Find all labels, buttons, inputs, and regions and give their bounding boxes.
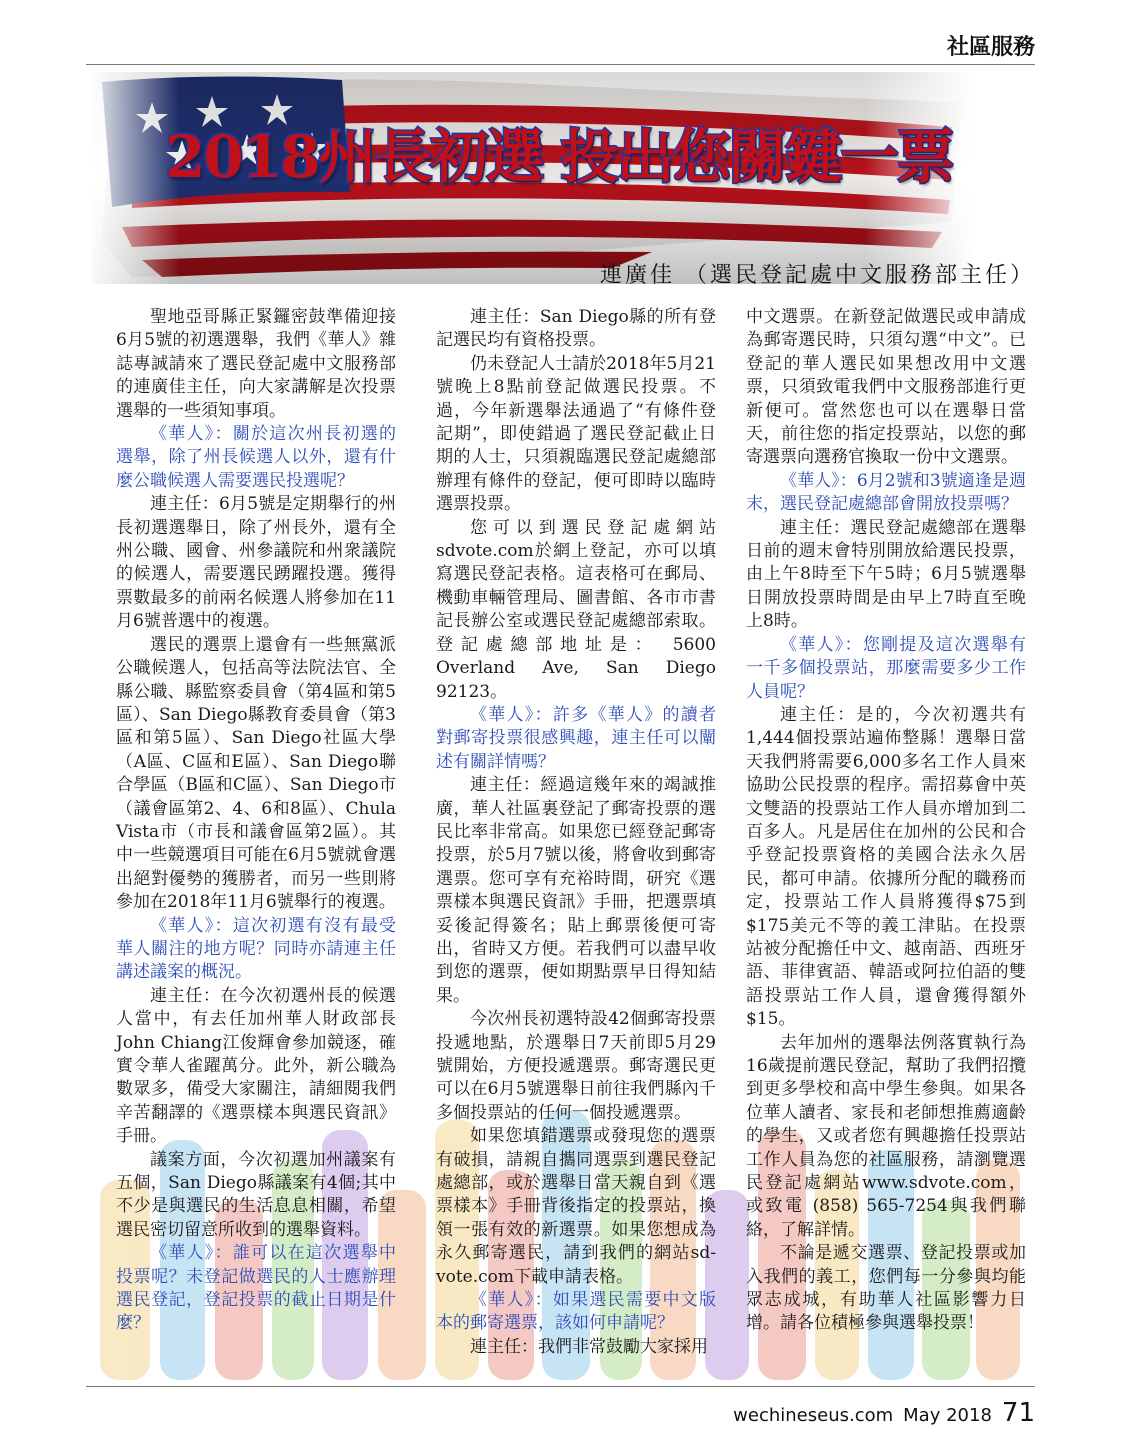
article-body xyxy=(116,306,1044,1372)
headline: 2018州長初選 投出您關鍵一票 xyxy=(165,123,953,191)
section-label: 社區服務 xyxy=(946,35,1035,60)
paragraph: 您可以到選民登記處網站sdvote.com於網上登記，亦可以填寫選民登記表格。這表格可在郵局、機動車輛管理局、圖書館、各市市書記長辦公室或選民登記處總部索取。登記處總部地址是： 5600 Overland Ave, San Diego 92123。 xyxy=(436,517,716,702)
paragraph: 中文選票。在新登記做選民或申請成為郵寄選民時，只須勾選“中文”。已登記的華人選民如果想改用中文選票，只須致電我們中文服務部進行更新便可。當然您也可以在選舉日當天，前往您的指定投票站，以您的郵寄選票向選務官換取一份中文選票。 xyxy=(746,307,1026,468)
bottom-rule xyxy=(86,1386,1035,1387)
paragraph: 聖地亞哥縣正緊鑼密鼓準備迎接6月5號的初選選舉，我們《華人》雜誌專誠請來了選民登記處中文服務部的連廣佳主任，向大家講解是次投票選舉的一些須知事項。 xyxy=(116,307,396,421)
question-paragraph: 《華人》：這次初選有沒有最受華人關注的地方呢？同時亦請連主任講述議案的概況。 xyxy=(116,915,396,983)
question-paragraph: 《華人》：您剛提及這次選舉有一千多個投票站，那麼需要多少工作人員呢？ xyxy=(746,634,1026,702)
paragraph: 連主任：6月5號是定期舉行的州長初選選舉日，除了州長外，還有全州公職、國會、州參議院和州衆議院的候選人，需要選民踴躍投選。獲得票數最多的前兩名候選人將參加在11月6號普選中的複選。 xyxy=(116,494,396,632)
paragraph: 選民的選票上還會有一些無黨派公職候選人，包括高等法院法官、全縣公職、縣監察委員會（第4區和第5區）、San Diego縣教育委員會（第3區和第5區）、San Diego社區大學（A區、C區和E區）、San Diego聯合學區（B區和C區）、San Diego市（議會區第2、4、6和8區）、Chula Vista市（市長和議會區第2區）。其中一些競選項目可能在6月5號就會選出絕對優勢的獲勝者，而另一些則將參加在2018年11月6號舉行的複選。 xyxy=(116,634,396,913)
paragraph: 連主任：選民登記處總部在選舉日前的週末會特別開放給選民投票，由上午8時至下午5時；6月5號選舉日開放投票時間是由早上7時直至晚上8時。 xyxy=(746,517,1026,632)
question-paragraph: 《華人》：誰可以在這次選舉中投票呢？未登記做選民的人士應辦理選民登記，登記投票的截止日期是什麼？ xyxy=(116,1243,396,1334)
question-paragraph: 《華人》：如果選民需要中文版本的郵寄選票，該如何申請呢？ xyxy=(436,1290,716,1334)
question-paragraph: 《華人》：6月2號和3號適逢是週末，選民登記處總部會開放投票嗎？ xyxy=(746,470,1026,515)
article-column-1 xyxy=(116,306,396,1336)
paragraph: 連主任：是的，今次初選共有1,444個投票站遍佈整縣！選舉日當天我們將需要6,000多名工作人員來協助公民投票的程序。需招募會中英文雙語的投票站工作人員亦增加到二百多人。凡是居住在加州的公民和合乎登記投票資格的美國合法永久居民，都可申請。依據所分配的職務而定，投票站工作人員將獲得$75到$175美元不等的義工津貼。在投票站被分配擔任中文、越南語、西班牙語、菲律賓語、韓語或阿拉伯語的雙語投票站工作人員，還會獲得額外$15。 xyxy=(746,704,1026,1030)
article-column-2 xyxy=(436,306,716,1359)
paragraph: 今次州長初選特設42個郵寄投票投遞地點，於選舉日7天前即5月29號開始，方便投遞選票。郵寄選民更可以在6月5號選舉日前往我們縣內千多個投票站的任何一個投遞選票。 xyxy=(436,1009,716,1123)
paragraph: 連主任：在今次初選州長的候選人當中，有去任加州華人財政部長John Chiang江俊輝會參加競逐，確實令華人雀躍萬分。此外，新公職為數眾多，備受大家關注，請細閱我們辛苦翻譯的《選票樣本與選民資訊》手冊。 xyxy=(116,985,396,1147)
paragraph: 不論是遞交選票、登記投票或加入我們的義工，您們每一分參與均能眾志成城，有助華人社區影響力日增。請各位積極參與選舉投票！ xyxy=(746,1243,1026,1334)
paragraph: 如果您填錯選票或發現您的選票有破損，請親自攜同選票到選民登記處總部，或於選舉日當天親自到《選票樣本》手冊背後指定的投票站，換領一張有效的新選票。如果您想成為永久郵寄選民，請到我們的網站sd-vote.com下載申請表格。 xyxy=(436,1126,716,1287)
page-footer xyxy=(733,1398,1035,1428)
question-paragraph: 《華人》：許多《華人》的讀者對郵寄投票很感興趣，連主任可以闡述有關詳情嗎？ xyxy=(436,704,716,772)
paragraph: 去年加州的選舉法例落實執行為16歲提前選民登記，幫助了我們招攬到更多學校和高中學生參與。如果各位華人讀者、家長和老師想推薦適齡的學生，又或者您有興趣擔任投票站工作人員為您的社區服務，請瀏覽選民登記處網站www.sdvote.com，或致電 (858) 565-7254與我們聯絡，了解詳情。 xyxy=(746,1032,1026,1240)
paragraph: 連主任：經過這幾年來的竭誠推廣，華人社區裏登記了郵寄投票的選民比率非常高。如果您已經登記郵寄投票，於5月7號以後，將會收到郵寄選票。您可享有充裕時間，研究《選票樣本與選民資訊》手冊，把選票填妥後記得簽名；貼上郵票後便可寄出，省時又方便。若我們可以盡早收到您的選票，便如期點票早日得知結果。 xyxy=(436,775,716,1006)
byline: 連廣佳 （選民登記處中文服務部主任） xyxy=(600,263,1035,288)
paragraph: 連主任：我們非常鼓勵大家採用 xyxy=(470,1336,708,1357)
website-link[interactable]: wechineseus.com xyxy=(733,1405,894,1426)
top-rule xyxy=(86,64,1035,65)
paragraph: 仍未登記人士請於2018年5月21號晚上8點前登記做選民投票。不過，今年新選舉法通過了“有條件登記期”，即使錯過了選民登記截止日期的人士，只須親臨選民登記處總部辦理有條件的登記，便可即時以臨時選票投票。 xyxy=(436,353,716,515)
article-column-3 xyxy=(746,306,1026,1336)
page-number: 71 xyxy=(1001,1398,1035,1428)
question-paragraph: 《華人》：關於這次州長初選的選舉，除了州長候選人以外，還有什麼公職候選人需要選民投選呢？ xyxy=(116,424,396,491)
issue-date: May 2018 xyxy=(903,1405,992,1426)
paragraph: 連主任：San Diego縣的所有登記選民均有資格投票。 xyxy=(436,307,716,351)
paragraph: 議案方面，今次初選加州議案有五個，San Diego縣議案有4個;其中不少是與選民的生活息息相關，希望選民密切留意所收到的選舉資料。 xyxy=(116,1149,396,1240)
